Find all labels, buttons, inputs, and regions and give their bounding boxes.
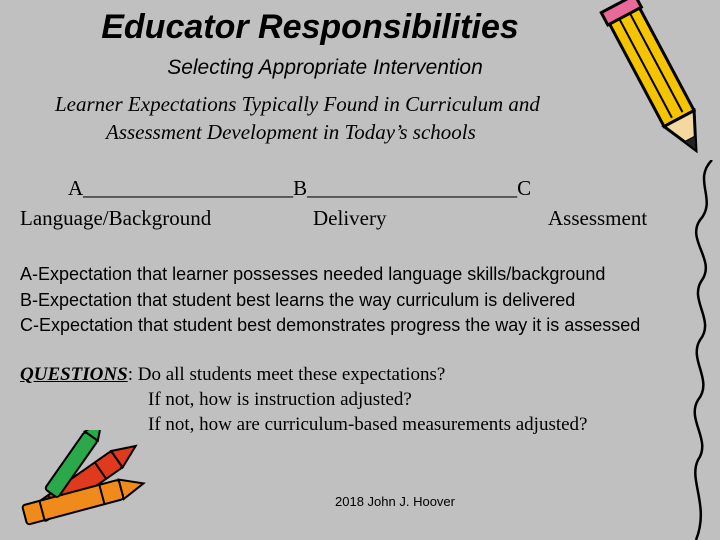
questions-label: QUESTIONS — [20, 364, 128, 385]
footer-text: 2018 John J. Hoover — [335, 494, 455, 509]
definition-c: C-Expectation that student best demonstrates progress the way it is assessed — [20, 315, 641, 335]
definition-a: A-Expectation that learner possesses needed language skills/background — [20, 264, 606, 284]
expectation-definitions — [20, 262, 640, 339]
continuum-label-language: Language/Background — [20, 206, 212, 230]
expectations-heading-line-2: Assessment Development in Today’s schools — [106, 120, 476, 144]
continuum-label-assessment: Assessment — [548, 206, 648, 230]
slide-subtitle-text: Selecting Appropriate Intervention — [167, 56, 483, 79]
question-text-3: If not, how are curriculum-based measurements adjusted? — [148, 414, 588, 435]
slide-title-text: Educator Responsibilities — [101, 8, 519, 46]
expectation-continuum — [0, 176, 720, 236]
expectations-heading-line-1: Learner Expectations Typically Found in Curriculum and — [55, 92, 540, 116]
definition-b: B-Expectation that student best learns the way curriculum is delivered — [20, 289, 576, 310]
crayons-icon — [0, 430, 160, 540]
continuum-line: A____________________B____________________C — [68, 176, 532, 200]
slide-title — [20, 8, 670, 47]
expectations-heading — [55, 90, 540, 146]
slide-subtitle — [0, 56, 650, 80]
questions-block — [20, 362, 587, 437]
question-text-1: : Do all students meet these expectations? — [127, 364, 446, 385]
pencil-icon — [598, 0, 720, 170]
question-line-1 — [20, 362, 587, 387]
question-text-2: If not, how is instruction adjusted? — [148, 389, 412, 410]
continuum-label-delivery: Delivery — [313, 206, 387, 230]
squiggle-decoration-icon — [682, 160, 720, 540]
